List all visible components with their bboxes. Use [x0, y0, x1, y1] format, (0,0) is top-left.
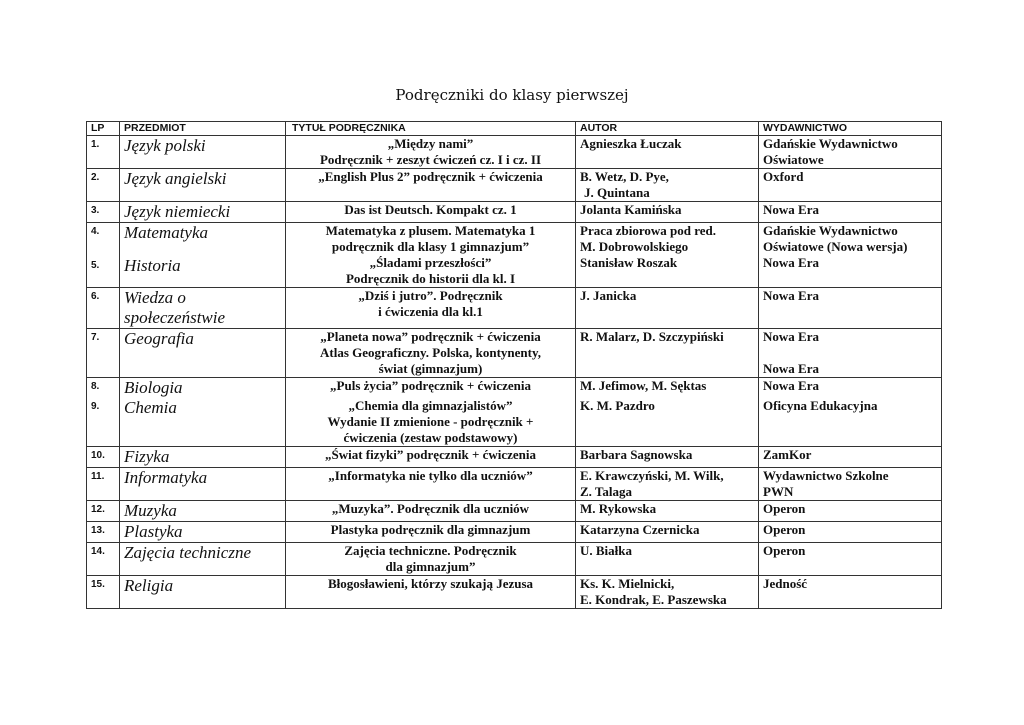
publisher-line: Oficyna Edukacyjna	[763, 398, 878, 413]
title-line: „Dziś i jutro”. Podręcznik	[358, 288, 503, 303]
author-cell	[576, 288, 759, 329]
publisher-line: Jedność	[763, 576, 808, 591]
subject-cell	[120, 378, 286, 447]
title-line: „Informatyka nie tylko dla uczniów”	[328, 468, 533, 483]
table-row	[87, 543, 942, 576]
publisher-line: Nowa Era	[763, 255, 819, 270]
subject-cell: Język niemiecki	[120, 202, 286, 223]
publisher-cell	[759, 202, 942, 223]
header-lp: LP	[87, 122, 120, 136]
title-line: Błogosławieni, którzy szukają Jezusa	[327, 576, 534, 591]
title-cell	[286, 378, 576, 447]
author-cell	[576, 468, 759, 501]
row-number: 10.	[87, 447, 120, 468]
subject-chemistry: Chemia	[124, 398, 177, 417]
row-number: 12.	[87, 501, 120, 522]
subject-line: Wiedza o	[124, 288, 186, 307]
author-cell	[576, 378, 759, 447]
row-number: 1.	[87, 136, 120, 169]
title-line: „Planeta nowa” podręcznik + ćwiczenia	[320, 329, 541, 344]
table-header-row	[87, 122, 942, 136]
title-cell	[286, 522, 576, 543]
publisher-line: Wydawnictwo Szkolne	[763, 468, 889, 483]
row-number-5: 5.	[91, 260, 100, 271]
subject-cell: Fizyka	[120, 447, 286, 468]
table-row	[87, 329, 942, 378]
header-author: AUTOR	[576, 122, 759, 136]
publisher-line: Nowa Era	[763, 329, 819, 344]
author-line: J. Quintana	[584, 185, 650, 200]
author-cell	[576, 543, 759, 576]
publisher-cell	[759, 576, 942, 609]
title-cell	[286, 329, 576, 378]
publisher-cell	[759, 501, 942, 522]
title-line: Plastyka podręcznik dla gimnazjum	[330, 522, 531, 537]
author-line: M. Jefimow, M. Sęktas	[580, 378, 707, 393]
author-cell	[576, 223, 759, 288]
table-row	[87, 378, 942, 447]
row-number	[87, 223, 120, 288]
subject-cell: Religia	[120, 576, 286, 609]
publisher-line: ZamKor	[763, 447, 812, 462]
header-publisher: WYDAWNICTWO	[759, 122, 942, 136]
author-line: M. Rykowska	[580, 501, 657, 516]
title-line: i ćwiczenia dla kl.1	[378, 304, 483, 319]
author-line: J. Janicka	[580, 288, 637, 303]
table-row	[87, 576, 942, 609]
author-cell	[576, 522, 759, 543]
table-row	[87, 169, 942, 202]
publisher-cell	[759, 169, 942, 202]
row-number: 13.	[87, 522, 120, 543]
subject-cell: Plastyka	[120, 522, 286, 543]
table-row	[87, 447, 942, 468]
title-line: ćwiczenia (zestaw podstawowy)	[343, 430, 518, 445]
author-cell	[576, 576, 759, 609]
title-line: dla gimnazjum”	[385, 559, 476, 574]
author-cell	[576, 447, 759, 468]
publisher-line: Nowa Era	[763, 361, 819, 376]
publisher-cell	[759, 543, 942, 576]
subject-cell: Informatyka	[120, 468, 286, 501]
publisher-cell	[759, 329, 942, 378]
title-cell	[286, 169, 576, 202]
row-number: 15.	[87, 576, 120, 609]
title-line: „English Plus 2” podręcznik + ćwiczenia	[318, 169, 543, 184]
subject-cell: Język angielski	[120, 169, 286, 202]
publisher-line: Gdańskie Wydawnictwo	[763, 136, 898, 151]
title-cell	[286, 223, 576, 288]
title-line: „Śladami przeszłości”	[369, 255, 492, 270]
publisher-line: Nowa Era	[763, 202, 819, 217]
title-line: „Puls życia” podręcznik + ćwiczenia	[330, 378, 531, 393]
header-title: TYTUŁ PODRĘCZNIKA	[286, 122, 576, 136]
publisher-cell	[759, 468, 942, 501]
author-line: Praca zbiorowa pod red.	[580, 223, 717, 238]
author-line: Stanisław Roszak	[580, 255, 678, 270]
title-cell	[286, 288, 576, 329]
row-number	[87, 378, 120, 447]
author-cell	[576, 169, 759, 202]
title-line: Atlas Geograficzny. Polska, kontynenty,	[319, 345, 541, 360]
title-line: „Między nami”	[387, 136, 474, 151]
author-line: Agnieszka Łuczak	[580, 136, 682, 151]
publisher-line: Oświatowe (Nowa wersja)	[763, 239, 908, 254]
subject-cell: Zajęcia techniczne	[120, 543, 286, 576]
subject-cell: Język polski	[120, 136, 286, 169]
author-line: Z. Talaga	[580, 484, 633, 499]
author-cell	[576, 136, 759, 169]
publisher-cell	[759, 378, 942, 447]
author-cell	[576, 501, 759, 522]
title-cell	[286, 501, 576, 522]
publisher-line: Operon	[763, 522, 806, 537]
title-cell	[286, 136, 576, 169]
title-line: „Chemia dla gimnazjalistów”	[348, 398, 513, 413]
title-line: Matematyka z plusem. Matematyka 1	[325, 223, 536, 238]
publisher-line: PWN	[763, 484, 794, 499]
table-row	[87, 501, 942, 522]
title-line: Das ist Deutsch. Kompakt cz. 1	[344, 202, 517, 217]
title-line: podręcznik dla klasy 1 gimnazjum”	[331, 239, 530, 254]
title-cell	[286, 468, 576, 501]
table-row	[87, 468, 942, 501]
publisher-cell	[759, 522, 942, 543]
subject-cell	[120, 288, 286, 329]
row-number: 11.	[87, 468, 120, 501]
subject-line: społeczeństwie	[124, 308, 226, 327]
author-line: Katarzyna Czernicka	[580, 522, 700, 537]
publisher-line: Operon	[763, 543, 806, 558]
title-cell	[286, 543, 576, 576]
title-line: „Świat fizyki” podręcznik + ćwiczenia	[324, 447, 537, 462]
row-number: 6.	[87, 288, 120, 329]
title-line: Podręcznik + zeszyt ćwiczeń cz. I i cz. II	[319, 152, 542, 167]
publisher-line: Operon	[763, 501, 806, 516]
table-row	[87, 288, 942, 329]
row-number: 14.	[87, 543, 120, 576]
publisher-cell	[759, 223, 942, 288]
title-cell	[286, 447, 576, 468]
subject-biology: Biologia	[124, 378, 183, 397]
publisher-cell	[759, 288, 942, 329]
author-line: B. Wetz, D. Pye,	[580, 169, 669, 184]
textbook-table	[86, 121, 942, 609]
row-number: 7.	[87, 329, 120, 378]
publisher-line: Oświatowe	[763, 152, 824, 167]
title-line: Zajęcia techniczne. Podręcznik	[344, 543, 517, 558]
title-cell	[286, 202, 576, 223]
table-row	[87, 202, 942, 223]
publisher-cell	[759, 136, 942, 169]
document-title: Podręczniki do klasy pierwszej	[395, 86, 629, 104]
subject-cell: Muzyka	[120, 501, 286, 522]
author-line: U. Białka	[580, 543, 633, 558]
row-number: 3.	[87, 202, 120, 223]
author-line: R. Malarz, D. Szczypiński	[580, 329, 724, 344]
table-row	[87, 136, 942, 169]
publisher-line: Nowa Era	[763, 378, 819, 393]
author-line: E. Kondrak, E. Paszewska	[580, 592, 727, 607]
publisher-line: Oxford	[763, 169, 804, 184]
author-line: M. Dobrowolskiego	[580, 239, 689, 254]
publisher-line: Nowa Era	[763, 288, 819, 303]
author-line: Barbara Sagnowska	[580, 447, 693, 462]
publisher-cell	[759, 447, 942, 468]
title-line: „Muzyka”. Podręcznik dla uczniów	[331, 501, 530, 516]
table-row	[87, 223, 942, 288]
subject-math: Matematyka	[124, 223, 209, 242]
subject-cell: Geografia	[120, 329, 286, 378]
header-subject: PRZEDMIOT	[120, 122, 286, 136]
row-number-4: 4.	[91, 226, 100, 237]
author-line: Jolanta Kamińska	[580, 202, 682, 217]
title-line: Podręcznik do historii dla kl. I	[345, 271, 516, 286]
row-number-9: 9.	[91, 401, 100, 412]
publisher-line: Gdańskie Wydawnictwo	[763, 223, 898, 238]
title-cell	[286, 576, 576, 609]
row-number-8: 8.	[91, 381, 100, 392]
title-line: Wydanie II zmienione - podręcznik +	[327, 414, 534, 429]
subject-history: Historia	[124, 256, 181, 275]
author-line: Ks. K. Mielnicki,	[580, 576, 675, 591]
table-row	[87, 522, 942, 543]
author-line: E. Krawczyński, M. Wilk,	[580, 468, 724, 483]
subject-cell	[120, 223, 286, 288]
author-cell	[576, 329, 759, 378]
author-line: K. M. Pazdro	[580, 398, 655, 413]
row-number: 2.	[87, 169, 120, 202]
title-line: świat (gimnazjum)	[378, 361, 483, 376]
author-cell	[576, 202, 759, 223]
